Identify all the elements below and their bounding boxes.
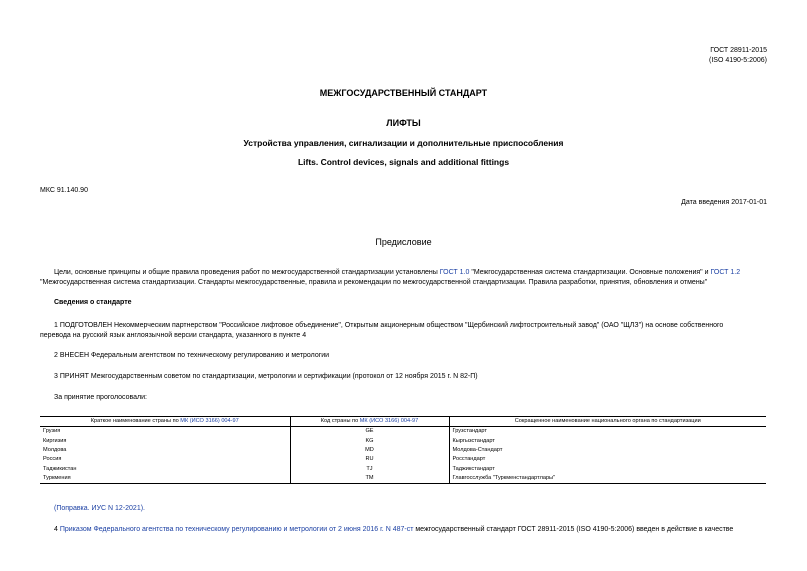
- iso-number: (ISO 4190-5:2006): [709, 57, 767, 64]
- voted-label: За принятие проголосовали:: [54, 394, 147, 401]
- standard-name-ru: Устройства управления, сигнализации и дополнительные приспособления: [243, 138, 564, 148]
- voting-states-table: [40, 416, 766, 484]
- standards-body: Таджикстандарт: [449, 464, 766, 473]
- country-name: Киргизия: [43, 437, 67, 444]
- foreword-p1-text-2: "Межгосударственная система стандартизации. Основные положения" и: [469, 269, 711, 276]
- item-4-text: межгосударственный стандарт ГОСТ 28911-2015 (ISO 4190-5:2006) введен в действие в качестве: [413, 526, 734, 533]
- standard-type: МЕЖГОСУДАРСТВЕННЫЙ СТАНДАРТ: [319, 88, 488, 98]
- foreword-p1-line2: "Межгосударственная система стандартизации. Стандарты межгосударственные, правила и рекомендации по межгосударственной стандартизации. Правила разработки, принятия, обновления и отмены": [40, 279, 708, 286]
- table-row: [40, 446, 766, 455]
- standards-body: Грузстандарт: [449, 427, 766, 437]
- table-row: [40, 474, 766, 484]
- col-code-header-text: Код страны по: [320, 418, 360, 425]
- intro-date: Дата введения 2017-01-01: [681, 199, 767, 206]
- table-row: [40, 455, 766, 464]
- country-code: MD: [290, 446, 449, 455]
- item-4-number: 4: [54, 526, 60, 533]
- country-name: Таджикистан: [43, 465, 77, 472]
- order-link[interactable]: Приказом Федерального агентства по техническому регулированию и метрологии от 2 июня 2016 г. N 487-ст: [59, 526, 414, 533]
- table-row: [40, 427, 766, 437]
- country-name: Туркмения: [40, 474, 290, 484]
- table-row: [40, 437, 766, 446]
- item-2: 2 ВНЕСЕН Федеральным агентством по техническому регулированию и метрологии: [54, 352, 330, 359]
- country-code: GE: [290, 427, 449, 437]
- info-heading: Сведения о стандарте: [54, 299, 132, 306]
- country-name: Грузия: [43, 428, 61, 435]
- table-row: [40, 464, 766, 473]
- gost-1-0-link[interactable]: ГОСТ 1.0: [439, 269, 470, 276]
- standard-subject: ЛИФТЫ: [386, 118, 421, 128]
- standards-body: Главгосслужба "Туркменстандартлары": [449, 474, 766, 484]
- country-code: KG: [290, 437, 449, 446]
- col-body-header: Сокращенное наименование национального органа по стандартизации: [449, 417, 766, 427]
- col-code-header: [290, 417, 449, 427]
- country-code: TM: [290, 474, 449, 484]
- mks-code: МКС 91.140.90: [40, 187, 88, 194]
- mk-iso-3166-link[interactable]: МК (ИСО 3166) 004-97: [359, 418, 419, 425]
- country-name: Россия: [43, 456, 62, 463]
- table-header-row: [40, 417, 766, 427]
- foreword-p1-line1: [54, 268, 740, 278]
- doc-number: ГОСТ 28911-2015: [710, 47, 767, 54]
- country-name: Молдова: [43, 447, 67, 454]
- mk-iso-3166-link[interactable]: МК (ИСО 3166) 004-97: [180, 418, 239, 425]
- foreword-p1-text: Цели, основные принципы и общие правила проведения работ по межгосударственной стандартизации установлены: [54, 269, 440, 276]
- country-code: RU: [290, 455, 449, 464]
- amendment-link[interactable]: (Поправка. ИУС N 12-2021).: [54, 505, 145, 512]
- item-1-line2: перевода на русский язык англоязычной версии стандарта, указанного в пункте 4: [40, 332, 307, 339]
- standard-name-en: Lifts. Control devices, signals and additional fittings: [297, 157, 510, 167]
- standards-body: Кыргызстандарт: [449, 437, 766, 446]
- item-4: [54, 525, 733, 535]
- col-country-header: [40, 417, 290, 427]
- gost-1-2-link[interactable]: ГОСТ 1.2: [710, 269, 741, 276]
- standards-body: Молдова-Стандарт: [449, 446, 766, 455]
- col-country-header-text: Краткое наименование страны по: [90, 418, 181, 425]
- country-code: TJ: [290, 464, 449, 473]
- foreword-heading: Предисловие: [375, 237, 432, 247]
- item-3: 3 ПРИНЯТ Межгосударственным советом по стандартизации, метрологии и сертификации (протокол от 12 ноября 2015 г. N 82-П): [54, 373, 478, 380]
- item-1-line1: 1 ПОДГОТОВЛЕН Некоммерческим партнерством "Российское лифтовое объединение", Открытым акционерным обществом "Щербинский лифтостроительный завод" (ОАО "ЩЛЗ") на основе собственного: [54, 322, 724, 329]
- standards-body: Росстандарт: [449, 455, 766, 464]
